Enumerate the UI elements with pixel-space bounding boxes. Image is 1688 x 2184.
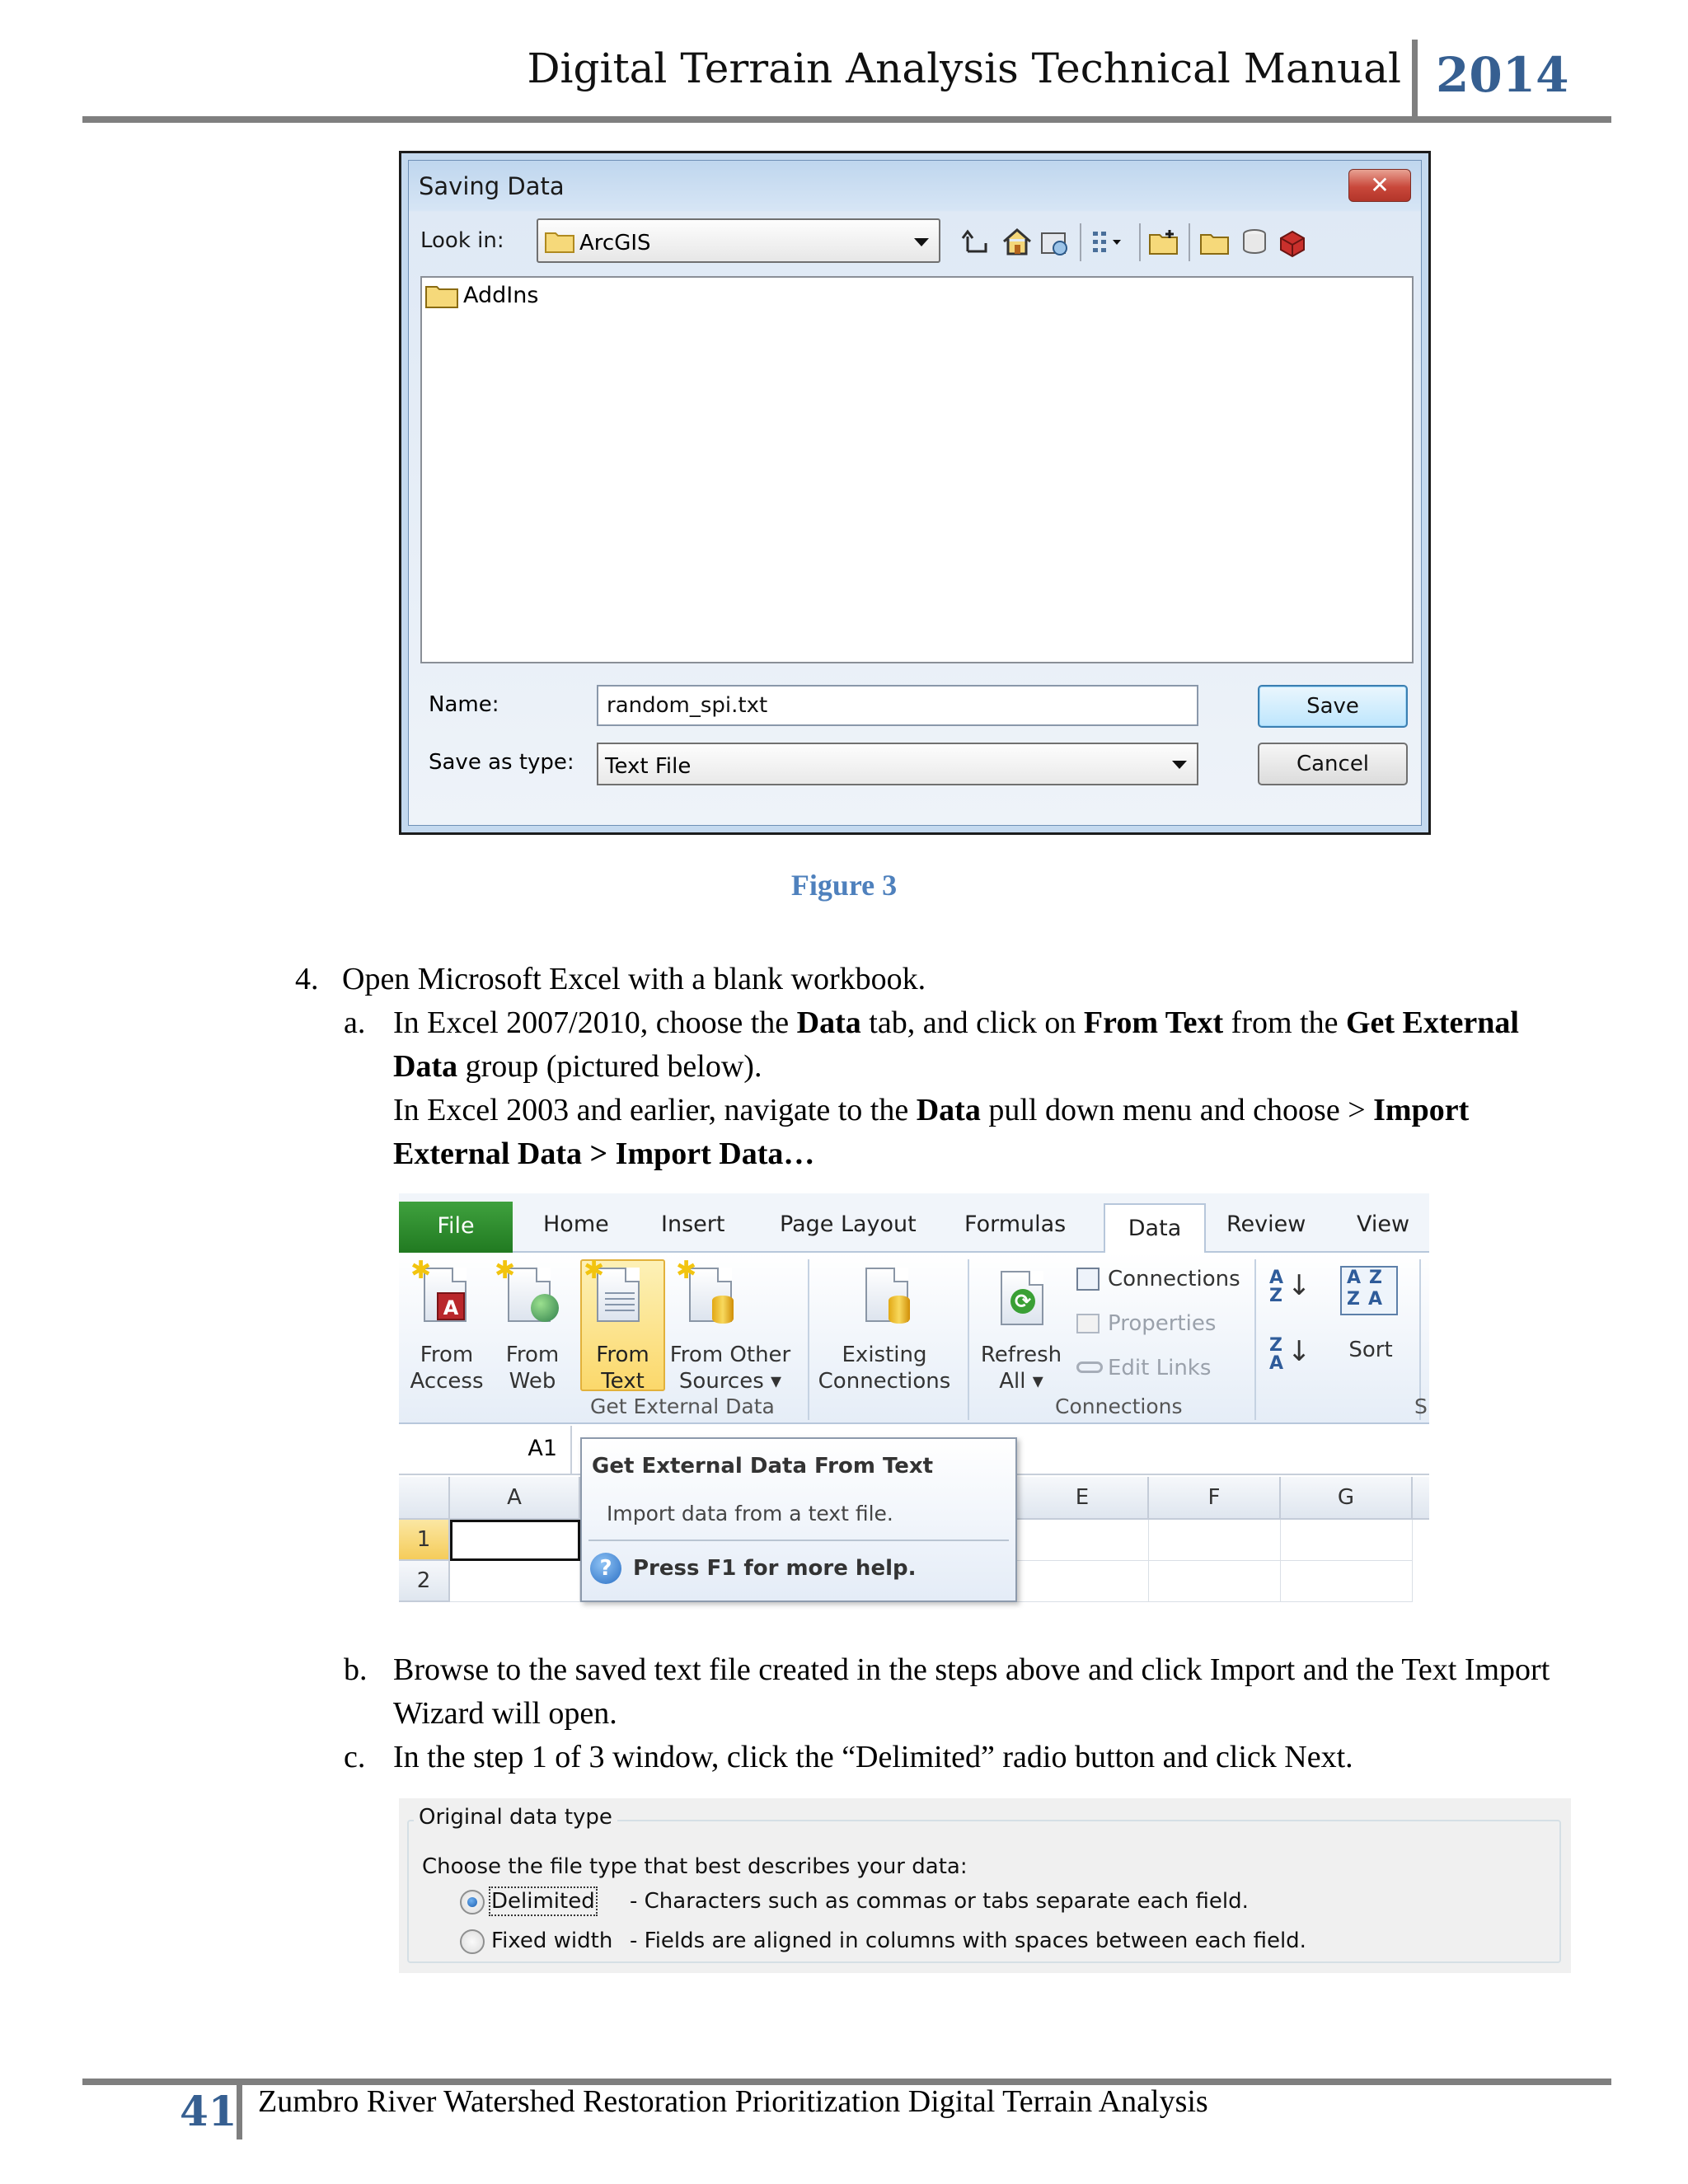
group-box-legend: Original data type: [414, 1805, 617, 1830]
text-run: In Excel 2007/2010, choose the: [393, 1005, 797, 1040]
new-star-icon: ✱: [495, 1256, 516, 1285]
button-label-line: Refresh: [980, 1343, 1062, 1367]
sort-a-to-z-icon[interactable]: A Z: [1269, 1268, 1284, 1306]
button-label-line: From: [596, 1343, 649, 1367]
from-other-sources-button[interactable]: [664, 1342, 796, 1394]
text-run: from the: [1223, 1005, 1346, 1040]
existing-connections-button[interactable]: [814, 1342, 954, 1394]
refresh-icon: ⟳: [1010, 1289, 1035, 1314]
delimited-description: - Characters such as commas or tabs separate each field.: [630, 1889, 1249, 1914]
tooltip-description: Import data from a text file.: [607, 1502, 893, 1526]
tooltip-help-row: [590, 1553, 916, 1584]
substep-letter: c.: [344, 1740, 366, 1774]
refresh-all-button[interactable]: [976, 1342, 1067, 1394]
delimited-label[interactable]: Delimited: [491, 1889, 595, 1914]
running-header-year: 2014: [1436, 47, 1569, 103]
group-label-get-external-data: Get External Data: [590, 1394, 775, 1418]
group-separator: [1254, 1259, 1256, 1420]
figure-caption: Figure 3: [790, 869, 898, 902]
column-header-f[interactable]: F: [1149, 1477, 1281, 1520]
tab-review[interactable]: Review: [1226, 1212, 1306, 1237]
tab-insert[interactable]: Insert: [661, 1212, 725, 1237]
sort-arrow-icon: ↓: [1287, 1269, 1311, 1302]
cell-e2[interactable]: [1017, 1561, 1149, 1602]
dialog-title: Saving Data: [419, 172, 565, 200]
folder-icon[interactable]: [1198, 227, 1231, 258]
look-in-value: ArcGIS: [579, 231, 651, 255]
group-separator: [808, 1259, 809, 1420]
sort-dialog-icon: AZ ZA: [1340, 1266, 1398, 1315]
column-header-a[interactable]: A: [450, 1477, 580, 1520]
fixed-width-radio[interactable]: [460, 1929, 485, 1954]
column-header-e[interactable]: E: [1017, 1477, 1149, 1520]
header-divider: [1412, 40, 1418, 120]
from-web-button[interactable]: [491, 1342, 574, 1394]
connect-folder-icon[interactable]: [1039, 227, 1071, 258]
file-name: AddIns: [463, 283, 539, 308]
page-number: 41: [180, 2087, 237, 2135]
step-a-text: [393, 1001, 1547, 1089]
group-label-sort-partial: S: [1414, 1394, 1428, 1418]
edit-links-icon: [1076, 1361, 1103, 1373]
save-as-type-label: Save as type:: [429, 750, 574, 775]
close-button[interactable]: ✕: [1348, 169, 1411, 202]
name-box[interactable]: A1: [399, 1426, 572, 1474]
row-header-1[interactable]: 1: [399, 1520, 450, 1561]
button-label-line: Sources ▾: [678, 1369, 782, 1394]
new-star-icon: ✱: [676, 1256, 697, 1285]
cell-a2[interactable]: [450, 1561, 580, 1602]
dialog-frame: [408, 160, 1422, 826]
text-run: tab, and click on: [860, 1005, 1084, 1040]
from-access-button[interactable]: [399, 1342, 495, 1394]
tab-view[interactable]: View: [1357, 1212, 1410, 1237]
running-header-title: Digital Terrain Analysis Technical Manual: [527, 45, 1401, 92]
database-icon: [712, 1296, 734, 1324]
select-all-corner[interactable]: [399, 1477, 450, 1520]
button-label-line: From: [420, 1343, 474, 1367]
from-text-tooltip: [580, 1437, 1017, 1602]
home-icon[interactable]: [1001, 227, 1034, 258]
ribbon-tab-bar: [399, 1193, 1429, 1253]
cell-a1[interactable]: [450, 1520, 580, 1561]
up-one-level-icon[interactable]: [961, 227, 994, 258]
properties-button[interactable]: Properties: [1108, 1311, 1217, 1336]
substep-letter: b.: [344, 1652, 368, 1687]
button-label-line: From: [505, 1343, 560, 1367]
sort-button[interactable]: Sort: [1348, 1338, 1393, 1362]
fixed-width-label[interactable]: Fixed width: [491, 1929, 613, 1953]
text-lines-icon: [605, 1292, 635, 1312]
folder-icon: [545, 230, 574, 253]
properties-icon: [1076, 1314, 1100, 1333]
button-label-line: From Other: [669, 1343, 791, 1367]
group-label-connections: Connections: [1055, 1394, 1183, 1418]
row-header-2[interactable]: 2: [399, 1561, 450, 1602]
view-menu-icon[interactable]: [1090, 227, 1123, 258]
tooltip-title: Get External Data From Text: [592, 1454, 934, 1479]
footer-text: Zumbro River Watershed Restoration Prioritization Digital Terrain Analysis: [258, 2084, 1208, 2119]
access-a-icon: A: [437, 1292, 465, 1320]
button-label-line: All ▾: [999, 1369, 1043, 1394]
saving-data-dialog: [399, 151, 1431, 835]
file-type-prompt: Choose the file type that best describes your data:: [422, 1854, 968, 1879]
toolbar-separator: [1080, 223, 1081, 261]
excel-ribbon-screenshot: [399, 1193, 1429, 1617]
tab-file[interactable]: File: [399, 1202, 513, 1253]
cell-f1[interactable]: [1149, 1520, 1281, 1561]
connections-icon: [1076, 1268, 1100, 1291]
cell-g1[interactable]: [1281, 1520, 1413, 1561]
edit-links-button[interactable]: Edit Links: [1108, 1356, 1212, 1380]
cell-g2[interactable]: [1281, 1561, 1413, 1602]
look-in-combo[interactable]: [537, 218, 940, 263]
save-as-type-combo[interactable]: [597, 743, 1198, 785]
original-data-type-panel: [399, 1798, 1571, 1973]
delimited-radio[interactable]: [460, 1890, 485, 1915]
save-button[interactable]: Save: [1258, 685, 1408, 728]
sort-z-to-a-icon[interactable]: Z A: [1269, 1335, 1284, 1374]
column-header-g[interactable]: G: [1281, 1477, 1413, 1520]
file-list[interactable]: [420, 276, 1414, 663]
ribbon-body: [399, 1253, 1429, 1424]
step-a-excel2003-text: [393, 1089, 1564, 1176]
toolbox-icon[interactable]: [1276, 227, 1309, 258]
folder-icon: [425, 284, 458, 308]
fixed-width-description: - Fields are aligned in columns with spaces between each field.: [630, 1929, 1306, 1953]
column-header-partial[interactable]: [1413, 1477, 1429, 1520]
connections-button[interactable]: Connections: [1108, 1267, 1240, 1291]
save-as-type-value: Text File: [605, 754, 692, 779]
database-icon: [889, 1296, 910, 1324]
name-label: Name:: [429, 692, 499, 717]
button-label-line: Existing: [842, 1343, 927, 1367]
sort-arrow-icon: ↓: [1287, 1335, 1311, 1368]
new-star-icon: ✱: [410, 1256, 432, 1285]
button-label-line: Connections: [818, 1369, 951, 1394]
button-label-line: Text: [601, 1369, 645, 1394]
bold-run: Data: [796, 1005, 861, 1040]
group-separator: [968, 1259, 969, 1420]
new-star-icon: ✱: [584, 1256, 605, 1285]
cancel-button[interactable]: Cancel: [1258, 743, 1408, 785]
button-label-line: Access: [410, 1369, 484, 1394]
bold-run: Get External Data: [393, 1005, 1519, 1084]
button-label-line: Web: [509, 1369, 556, 1394]
toolbar-separator: [1189, 223, 1190, 261]
chevron-down-icon: [1172, 761, 1187, 769]
tab-data[interactable]: Data: [1104, 1203, 1206, 1254]
tab-page-layout[interactable]: Page Layout: [780, 1212, 917, 1237]
list-item[interactable]: [425, 283, 538, 308]
bold-run: Import External Data > Import Data…: [393, 1093, 1470, 1171]
globe-icon: [531, 1294, 559, 1322]
cell-f2[interactable]: [1149, 1561, 1281, 1602]
chevron-down-icon: [914, 238, 929, 246]
look-in-label: Look in:: [420, 228, 504, 253]
text-run: pull down menu and choose >: [980, 1093, 1374, 1127]
substep-letter: a.: [344, 1005, 366, 1040]
from-text-label: [580, 1342, 665, 1394]
text-run: In Excel 2003 and earlier, navigate to the: [393, 1093, 917, 1127]
file-name-input[interactable]: [597, 685, 1198, 726]
help-icon: ?: [590, 1553, 621, 1584]
tooltip-divider: [588, 1540, 1009, 1541]
bold-run: Data: [916, 1093, 981, 1127]
bold-run: From Text: [1083, 1005, 1224, 1040]
tab-formulas[interactable]: Formulas: [964, 1212, 1067, 1237]
text-run: group (pictured below).: [457, 1049, 762, 1084]
step-4-text: Open Microsoft Excel with a blank workbook.: [342, 962, 926, 996]
tooltip-help-text: Press F1 for more help.: [633, 1556, 917, 1581]
step-number: 4.: [295, 962, 319, 996]
database-icon[interactable]: [1238, 227, 1271, 258]
step-c-text: In the step 1 of 3 window, click the “Delimited” radio button and click Next.: [393, 1740, 1353, 1774]
toolbar-separator: [1139, 223, 1141, 261]
footer-divider: [237, 2082, 242, 2139]
step-b-text: Browse to the saved text file created in the steps above and click Import and the Text Import Wizard will open.: [393, 1652, 1550, 1731]
new-folder-icon[interactable]: [1147, 227, 1180, 258]
cell-e1[interactable]: [1017, 1520, 1149, 1561]
tab-home[interactable]: Home: [543, 1212, 609, 1237]
header-rule: [82, 116, 1611, 123]
